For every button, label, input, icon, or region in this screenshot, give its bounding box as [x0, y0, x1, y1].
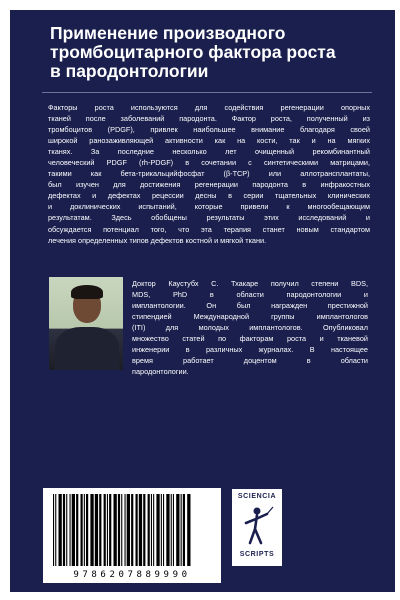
barcode-bar: [183, 494, 185, 566]
abstract-line: Факторы роста используются для содействия регенерации опорных: [48, 103, 370, 112]
barcode-bar: [114, 494, 117, 566]
barcode-bar: [125, 494, 126, 566]
barcode-bar: [90, 494, 93, 566]
barcode-bar: [153, 494, 154, 566]
barcode-bar: [70, 494, 71, 566]
barcode-bar: [143, 494, 145, 566]
abstract-line: дефектах и дефектах рецессии десны в серии тщательных клинических: [48, 191, 370, 201]
barcode-bar: [127, 494, 130, 566]
bio-line: имплантологии. Он был награжден престижной: [132, 301, 368, 311]
author-photo-shirt: [55, 327, 119, 370]
barcode-bar: [55, 494, 56, 566]
barcode-bars: [43, 488, 221, 570]
barcode-bar: [163, 494, 164, 566]
barcode-bar: [84, 494, 85, 566]
barcode-bar: [81, 494, 83, 566]
barcode-bar: [173, 494, 174, 566]
bio-line: стипендией Международной группы имплантологов: [132, 312, 368, 322]
barcode-bar: [63, 494, 65, 566]
title-divider: [42, 92, 372, 93]
author-photo: [49, 277, 123, 370]
barcode-bar: [151, 494, 152, 566]
barcode-bar: [107, 494, 108, 566]
book-title: [50, 24, 370, 81]
barcode-bar: [156, 494, 159, 566]
barcode-bar: [109, 494, 111, 566]
title-line: в пародонтологии: [50, 61, 209, 81]
title-line: Применение производного: [50, 23, 286, 43]
barcode-bar: [176, 494, 179, 566]
barcode-bar: [95, 494, 98, 566]
book-back-cover: [10, 10, 395, 592]
isbn-barcode: [43, 488, 221, 583]
bio-line: множество статей по факторам роста и тканевой: [132, 334, 368, 344]
isbn-number: 9786207889990: [73, 570, 191, 580]
abstract-line: человеческий PDGF (rh-PDGF) в сочетании с синтетическими матрицами,: [48, 158, 370, 168]
barcode-bar: [53, 494, 54, 566]
abstract-line: широкой ранозаживляющей активности как на кости, так и на мягких: [48, 136, 370, 146]
barcode-bar: [181, 494, 182, 566]
barcode-bar: [118, 494, 120, 566]
abstract-line: результатам. Здесь обобщены результаты этих исследований и: [48, 213, 370, 223]
abstract-line: обсуждается потенциал того, что эта терапия станет новым стандартом: [48, 224, 370, 234]
abstract-line: и доклинических испытаний, которые привели к многообещающим: [48, 202, 370, 212]
barcode-bar: [86, 494, 88, 566]
abstract-line: тромбоцитов (PDGF), привлек наибольшее внимание благодаря своей: [48, 125, 370, 135]
barcode-bar: [104, 494, 106, 566]
barcode-bar: [166, 494, 169, 566]
barcode-bar: [121, 494, 122, 566]
bio-line: Доктор Каустубх С. Тхакаре получил степени BDS,: [132, 279, 368, 288]
publisher-logo: [232, 489, 282, 566]
abstract-line: тканях. За последние несколько лет очищенный рекомбинантный: [48, 147, 370, 157]
abstract-line: тканей после заболеваний пародонта. Фактор роста, полученный из: [48, 114, 370, 124]
publisher-logo-bottom-text: SCRIPTS: [239, 551, 275, 558]
barcode-bar: [187, 494, 190, 566]
barcode-bar: [171, 494, 172, 566]
barcode-bar: [139, 494, 142, 566]
bio-line: инженерии в различных журналах. В настоящее: [132, 345, 368, 355]
barcode-bar: [59, 494, 62, 566]
bio-line: MDS, PhD в области пародонтологии и: [132, 290, 368, 300]
author-photo-hair: [71, 285, 103, 299]
fencer-figure-icon: [240, 505, 274, 549]
author-bio: [132, 278, 368, 377]
barcode-bar: [136, 494, 138, 566]
barcode-bar: [148, 494, 150, 566]
barcode-bar: [99, 494, 101, 566]
bio-line: пародонтологии.: [132, 367, 189, 377]
barcode-bar: [76, 494, 78, 566]
barcode-bar: [131, 494, 133, 566]
book-abstract: [48, 102, 370, 246]
barcode-bar: [72, 494, 75, 566]
title-line: тромбоцитарного фактора роста: [50, 42, 336, 62]
bio-line: время работает доцентом в области: [132, 356, 368, 366]
barcode-bar: [66, 494, 67, 566]
bio-line: (ITI) для молодых имплантологов. Опубликовал: [132, 323, 368, 333]
publisher-logo-top-text: SCIENCIA: [237, 493, 277, 500]
abstract-line: такими как бета-трикальцийфосфат (β-TCP) или аллотрансплантаты,: [48, 169, 370, 179]
barcode-bar: [161, 494, 162, 566]
abstract-line: лечения определенных типов дефектов костной и мягкой ткани.: [48, 235, 267, 245]
abstract-line: был изучен для достижения регенерации пародонта в инфракостных: [48, 180, 370, 190]
